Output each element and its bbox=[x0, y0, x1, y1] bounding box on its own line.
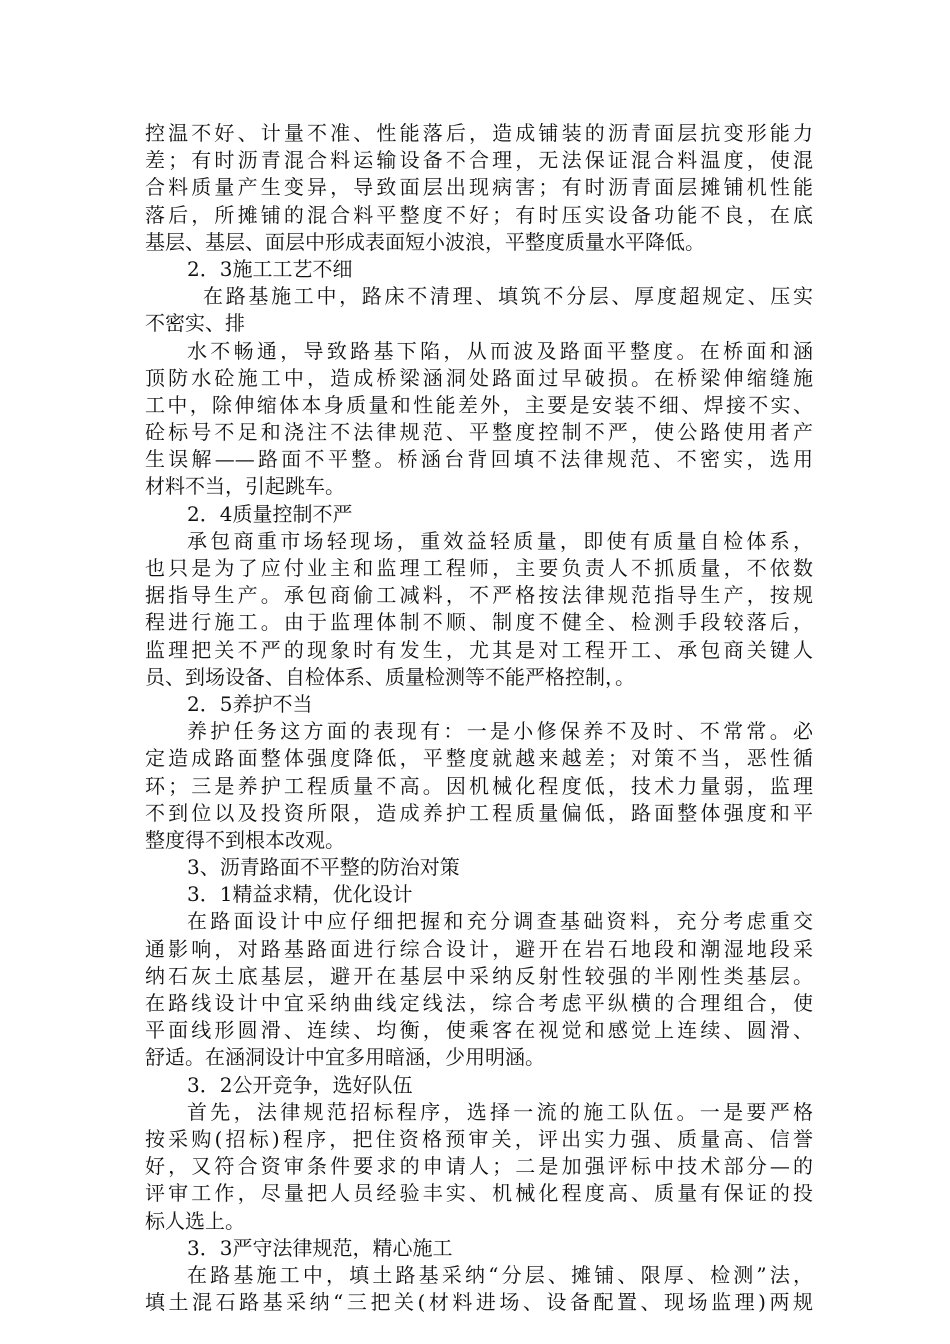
section-heading: 3、沥青路面不平整的防治对策 bbox=[187, 855, 460, 880]
paragraph-line: 评审工作，尽量把人员经验丰实、机械化程度高、质量有保证的投 bbox=[145, 1181, 813, 1206]
paragraph-line: 按采购(招标)程序，把住资格预审关，评出实力强、质量高、信誉 bbox=[145, 1126, 813, 1151]
section-heading: 2．4质量控制不严 bbox=[187, 501, 353, 526]
paragraph-line: 不密实、排 bbox=[145, 311, 245, 336]
paragraph-line: 差；有时沥青混合料运输设备不合理，无法保证混合料温度，使混 bbox=[145, 148, 813, 173]
paragraph-line: 生误解——路面不平整。桥涵台背回填不法律规范、不密实，选用 bbox=[145, 447, 813, 472]
paragraph-line: 填土混石路基采纳“三把关(材料进场、设备配置、现场监理)两规 bbox=[145, 1290, 813, 1315]
paragraph-line: 工中，除伸缩体本身质量和性能差外，主要是安装不细、焊接不实、 bbox=[145, 392, 813, 417]
paragraph-line: 据指导生产。承包商偷工减料，不严格按法律规范指导生产，按规 bbox=[145, 583, 813, 608]
paragraph-line: 在路基施工中，路床不清理、填筑不分层、厚度超规定、压实 bbox=[203, 284, 813, 309]
paragraph-line: 程进行施工。由于监理体制不顺、制度不健全、检测手段较落后， bbox=[145, 610, 813, 635]
paragraph-line: 控温不好、计量不准、性能落后，造成铺装的沥青面层抗变形能力 bbox=[145, 121, 813, 145]
section-heading: 3．1精益求精，优化设计 bbox=[187, 882, 413, 907]
paragraph-line: 在路线设计中宜采纳曲线定线法，综合考虑平纵横的合理组合，使 bbox=[145, 991, 813, 1015]
paragraph-line: 标人选上。 bbox=[145, 1208, 245, 1233]
paragraph-line: 监理把关不严的现象时有发生，尤其是对工程开工、承包商关键人 bbox=[145, 637, 813, 662]
paragraph-line: 员、到场设备、自检体系、质量检测等不能严格控制，。 bbox=[145, 664, 635, 689]
section-heading: 2．5养护不当 bbox=[187, 691, 313, 716]
paragraph-line: 环；三是养护工程质量不高。因机械化程度低，技术力量弱，监理 bbox=[145, 773, 813, 798]
paragraph-line: 不到位以及投资所限，造成养护工程质量偏低，路面整体强度和平 bbox=[145, 800, 813, 825]
section-heading: 3．2公开竞争，选好队伍 bbox=[187, 1072, 413, 1097]
paragraph-line: 通影响，对路基路面进行综合设计，避开在岩石地段和潮湿地段采 bbox=[145, 936, 813, 961]
paragraph-line: 砼标号不足和浇注不法律规范、平整度控制不严，使公路使用者产 bbox=[145, 420, 813, 445]
paragraph-line: 在路基施工中，填土路基采纳“分层、摊铺、限厚、检测”法， bbox=[187, 1262, 813, 1287]
paragraph-line: 平面线形圆滑、连续、均衡，使乘客在视觉和感觉上连续、圆滑、 bbox=[145, 1018, 813, 1043]
section-heading: 3．3严守法律规范，精心施工 bbox=[187, 1235, 453, 1260]
paragraph-line: 水不畅通，导致路基下陷，从而波及路面平整度。在桥面和涵 bbox=[187, 338, 813, 363]
paragraph-line: 承包商重市场轻现场，重效益轻质量，即使有质量自检体系， bbox=[187, 528, 813, 553]
paragraph-line: 也只是为了应付业主和监理工程师，主要负责人不抓质量，不依数 bbox=[145, 556, 813, 580]
paragraph-line: 落后，所摊铺的混合料平整度不好；有时压实设备功能不良，在底 bbox=[145, 202, 813, 227]
paragraph-line: 好，又符合资审条件要求的申请人；二是加强评标中技术部分—的 bbox=[145, 1154, 813, 1179]
paragraph-line: 顶防水砼施工中，造成桥梁涵洞处路面过早破损。在桥梁伸缩缝施 bbox=[145, 365, 813, 390]
section-heading: 2．3施工工艺不细 bbox=[187, 256, 353, 281]
paragraph-line: 在路面设计中应仔细把握和充分调查基础资料，充分考虑重交 bbox=[187, 909, 813, 934]
paragraph-line: 材料不当，引起跳车。 bbox=[145, 474, 345, 499]
paragraph-line: 基层、基层、面层中形成表面短小波浪，平整度质量水平降低。 bbox=[145, 229, 705, 254]
paragraph-line: 合料质量产生变异，导致面层出现病害；有时沥青面层摊铺机性能 bbox=[145, 175, 813, 200]
paragraph-line: 纳石灰土底基层，避开在基层中采纳反射性较强的半刚性类基层。 bbox=[145, 963, 813, 988]
paragraph-line: 首先，法律规范招标程序，选择一流的施工队伍。一是要严格 bbox=[187, 1099, 813, 1124]
paragraph-line: 定造成路面整体强度降低，平整度就越来越差；对策不当，恶性循 bbox=[145, 746, 813, 771]
paragraph-line: 养护任务这方面的表现有：一是小修保养不及时、不常常。必 bbox=[187, 719, 813, 744]
paragraph-line: 舒适。在涵洞设计中宜多用暗涵，少用明涵。 bbox=[145, 1045, 545, 1070]
document-body bbox=[145, 120, 813, 1316]
paragraph-line: 整度得不到根本改观。 bbox=[145, 827, 345, 852]
